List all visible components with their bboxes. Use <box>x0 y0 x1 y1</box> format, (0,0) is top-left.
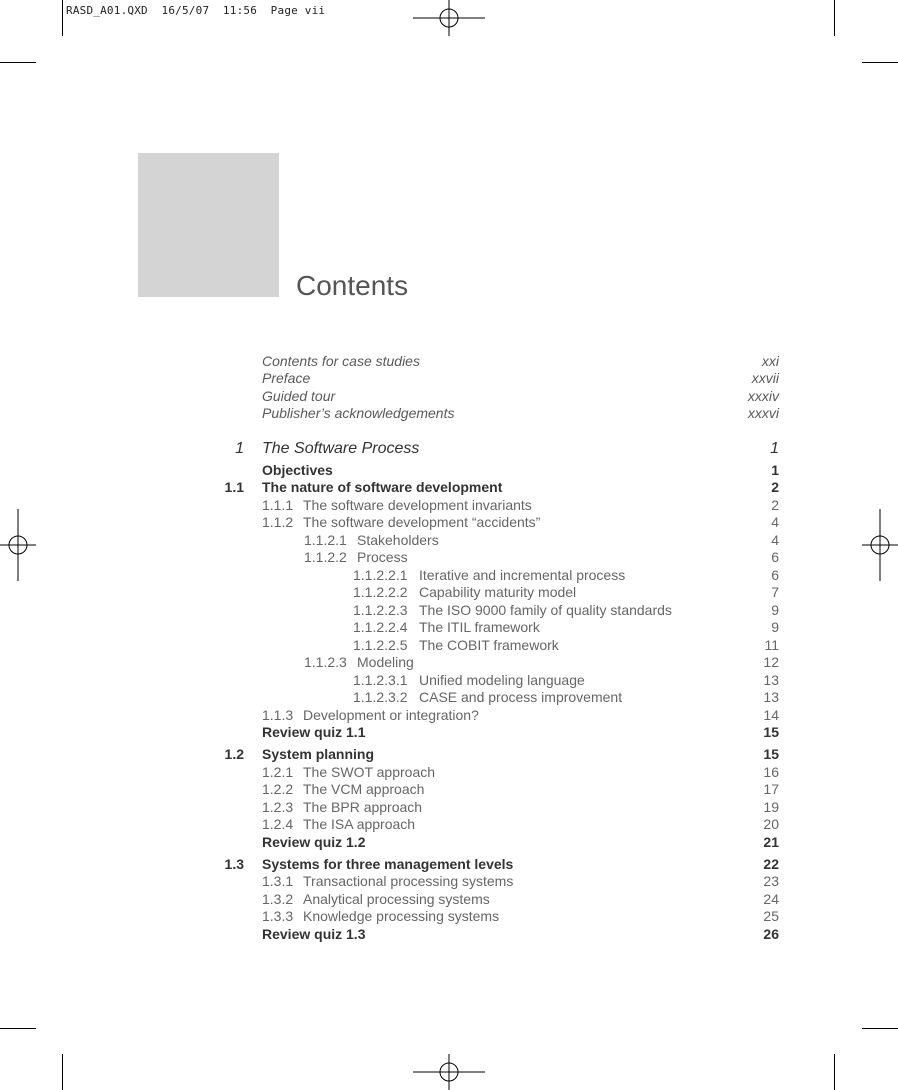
toc-subsection-row[interactable] <box>0 584 898 601</box>
front-matter-row[interactable] <box>0 388 898 405</box>
toc-section-row[interactable] <box>0 462 898 479</box>
toc-subsection-row[interactable] <box>0 873 898 890</box>
crop-mark <box>0 1028 36 1029</box>
front-matter-label: Publisher’s acknowledgements <box>262 405 455 421</box>
entry-label: Review quiz 1.1 <box>262 724 366 740</box>
section-code: 1.2.4 <box>262 816 294 832</box>
crop-mark <box>862 62 898 63</box>
entry-label: Modeling <box>357 654 414 670</box>
section-code: 1.1.2.2.1 <box>353 567 408 583</box>
front-matter-page: xxxvi <box>747 405 779 421</box>
toc-subsection-row[interactable] <box>0 689 898 706</box>
section-number: 1.2 <box>224 746 244 762</box>
front-matter-label: Contents for case studies <box>262 353 420 369</box>
entry-page: 21 <box>763 834 779 850</box>
section-code: 1.1.2.2.4 <box>353 619 408 635</box>
entry-label: Knowledge processing systems <box>303 908 500 924</box>
section-number: 1.3 <box>224 856 244 872</box>
toc-subsection-row[interactable] <box>0 567 898 584</box>
section-code: 1.1.3 <box>262 707 294 723</box>
toc-subsection-row[interactable] <box>0 619 898 636</box>
toc-subsection-row[interactable] <box>0 799 898 816</box>
toc-section-row[interactable] <box>0 724 898 741</box>
entry-page: 26 <box>763 926 779 942</box>
entry-page: 17 <box>763 781 779 797</box>
entry-label: Transactional processing systems <box>303 873 514 889</box>
section-code: 1.1.1 <box>262 497 294 513</box>
section-code: 1.1.2.2.3 <box>353 602 408 618</box>
section-code: 1.2.2 <box>262 781 294 797</box>
entry-page: 19 <box>763 799 779 815</box>
entry-page: 20 <box>763 816 779 832</box>
registration-mark-icon <box>413 0 485 36</box>
chapter-number: 1 <box>235 440 244 457</box>
toc-subsection-row[interactable] <box>0 602 898 619</box>
toc-subsection-row[interactable] <box>0 816 898 833</box>
front-matter-row[interactable] <box>0 370 898 387</box>
section-code: 1.3.1 <box>262 873 294 889</box>
entry-page: 4 <box>771 514 779 530</box>
page-title: Contents <box>296 270 409 301</box>
section-code: 1.1.2.1 <box>304 532 347 548</box>
entry-label: Review quiz 1.3 <box>262 926 366 942</box>
entry-label: Capability maturity model <box>419 584 577 600</box>
toc-subsection-row[interactable] <box>0 781 898 798</box>
entry-label: Systems for three management levels <box>262 856 514 872</box>
toc-section-row[interactable] <box>0 479 898 496</box>
section-code: 1.1.2.2.2 <box>353 584 408 600</box>
section-number: 1.1 <box>224 479 244 495</box>
chapter-heading[interactable] <box>0 439 898 458</box>
section-code: 1.1.2.3 <box>304 654 347 670</box>
toc-section-row[interactable] <box>0 834 898 851</box>
toc-subsection-row[interactable] <box>0 637 898 654</box>
front-matter-label: Guided tour <box>262 388 336 404</box>
toc-subsection-row[interactable] <box>0 891 898 908</box>
section-code: 1.3.2 <box>262 891 294 907</box>
section-code: 1.1.2.2.5 <box>353 637 408 653</box>
entry-label: Objectives <box>262 462 333 478</box>
entry-page: 14 <box>763 707 779 723</box>
crop-mark <box>862 1028 898 1029</box>
front-matter-page: xxxiv <box>747 388 779 404</box>
entry-page: 15 <box>763 724 779 740</box>
entry-page: 25 <box>763 908 779 924</box>
entry-page: 1 <box>771 462 779 478</box>
section-code: 1.3.3 <box>262 908 294 924</box>
entry-label: The software development invariants <box>303 497 532 513</box>
entry-page: 23 <box>763 873 779 889</box>
crop-mark <box>834 0 835 36</box>
toc-subsection-row[interactable] <box>0 497 898 514</box>
section-code: 1.2.1 <box>262 764 294 780</box>
entry-label: Unified modeling language <box>419 672 585 688</box>
entry-label: Iterative and incremental process <box>419 567 626 583</box>
toc-subsection-row[interactable] <box>0 514 898 531</box>
entry-label: CASE and process improvement <box>419 689 623 705</box>
entry-page: 6 <box>771 567 779 583</box>
entry-label: The software development “accidents” <box>303 514 541 530</box>
section-code: 1.1.2 <box>262 514 294 530</box>
front-matter-label: Preface <box>262 370 311 386</box>
chapter-page: 1 <box>770 440 779 457</box>
entry-label: The ISA approach <box>303 816 416 832</box>
entry-label: The ITIL framework <box>419 619 540 635</box>
entry-page: 2 <box>771 497 779 513</box>
entry-label: Review quiz 1.2 <box>262 834 366 850</box>
entry-label: System planning <box>262 746 375 762</box>
entry-label: The nature of software development <box>262 479 503 495</box>
entry-page: 16 <box>763 764 779 780</box>
entry-label: The COBIT framework <box>419 637 559 653</box>
section-code: 1.1.2.3.2 <box>353 689 408 705</box>
entry-page: 15 <box>763 746 779 762</box>
entry-page: 7 <box>771 584 779 600</box>
entry-page: 9 <box>771 619 779 635</box>
entry-page: 12 <box>763 654 779 670</box>
entry-page: 22 <box>763 856 779 872</box>
entry-page: 13 <box>763 672 779 688</box>
entry-label: Development or integration? <box>303 707 479 723</box>
toc-subsection-row[interactable] <box>0 672 898 689</box>
section-code: 1.2.3 <box>262 799 294 815</box>
toc-section-row[interactable] <box>0 926 898 943</box>
crop-mark <box>834 1054 835 1090</box>
front-matter-row[interactable] <box>0 353 898 370</box>
entry-page: 9 <box>771 602 779 618</box>
entry-label: Stakeholders <box>357 532 439 548</box>
toc-subsection-row[interactable] <box>0 908 898 925</box>
entry-label: The ISO 9000 family of quality standards <box>419 602 672 618</box>
toc-section-row[interactable] <box>0 856 898 873</box>
entry-page: 2 <box>771 479 779 495</box>
entry-page: 13 <box>763 689 779 705</box>
entry-label: The BPR approach <box>303 799 423 815</box>
front-matter-page: xxvii <box>751 370 779 386</box>
decorative-gray-box <box>138 153 279 297</box>
toc-section-row[interactable] <box>0 746 898 763</box>
entry-label: The SWOT approach <box>303 764 436 780</box>
registration-mark-icon <box>413 1054 485 1090</box>
entry-page: 4 <box>771 532 779 548</box>
toc-subsection-row[interactable] <box>0 707 898 724</box>
entry-page: 11 <box>764 637 779 653</box>
front-matter-row[interactable] <box>0 405 898 422</box>
entry-page: 6 <box>771 549 779 565</box>
front-matter-page: xxi <box>761 353 779 369</box>
toc-subsection-row[interactable] <box>0 549 898 566</box>
toc-subsection-row[interactable] <box>0 764 898 781</box>
entry-label: The VCM approach <box>303 781 425 797</box>
crop-mark <box>62 0 63 36</box>
section-code: 1.1.2.2 <box>304 549 347 565</box>
print-slug: RASD_A01.QXD 16/5/07 11:56 Page vii <box>66 4 326 17</box>
crop-mark <box>62 1054 63 1090</box>
toc-subsection-row[interactable] <box>0 532 898 549</box>
section-code: 1.1.2.3.1 <box>353 672 408 688</box>
entry-label: Process <box>357 549 408 565</box>
toc-subsection-row[interactable] <box>0 654 898 671</box>
chapter-title: The Software Process <box>262 440 420 457</box>
entry-label: Analytical processing systems <box>303 891 490 907</box>
crop-mark <box>0 62 36 63</box>
entry-page: 24 <box>763 891 779 907</box>
